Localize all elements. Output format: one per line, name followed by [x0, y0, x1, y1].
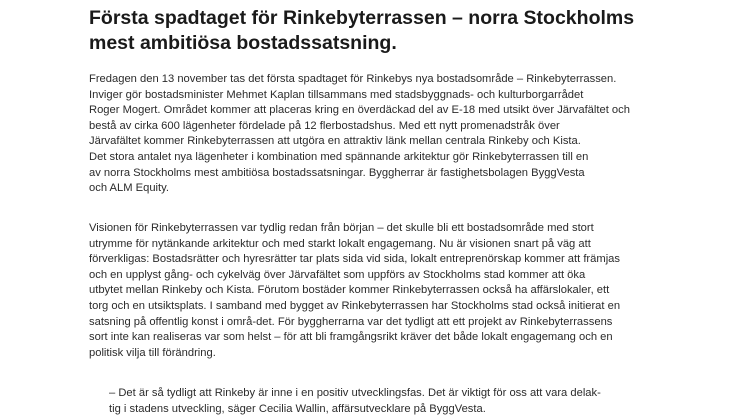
text-line: Järvafältet kommer Rinkebyterrassen att utgöra en attraktiv länk mellan centrala Rinkeby och Kista. [89, 135, 581, 148]
headline-line: mest ambitiösa bostadssatsning. [89, 32, 397, 54]
text-line: tig i stadens utveckling, säger Cecilia Wallin, affärsutvecklare på ByggVesta. [109, 402, 486, 415]
text-line: utbytet mellan Rinkeby och Kista. Förutom bostäder kommer Rinkebyterrassen också ha affärslokaler, ett [89, 284, 610, 297]
text-line: bestå av cirka 600 lägenheter fördelade på 12 flerbostadshus. Med ett nytt promenadstråk över [89, 119, 560, 132]
text-line: och ALM Equity. [89, 182, 170, 195]
text-line: utrymme för nytänkande arkitektur och med starkt lokalt engagemang. Nu är visionen snart på väg att [89, 237, 591, 250]
headline-line: Första spadtaget för Rinkebyterrassen – norra Stockholms [89, 7, 635, 29]
text-line: Inviger gör bostadsminister Mehmet Kaplan tillsammans med stadsbyggnads- och kulturborgarrådet [89, 88, 584, 101]
text-line: Det stora antalet nya lägenheter i kombination med spännande arkitektur gör Rinkebyterrassen till en [89, 150, 589, 163]
text-line: satsning på offentlig konst i områ-det. För byggherrarna var det tydligt att ett projekt av Rinkebyterrassens [89, 315, 613, 328]
text-line: Roger Mogert. Området kommer att placeras kring en överdäckad del av E-18 med utsikt över Järvafältet och [89, 104, 630, 117]
text-line: Fredagen den 13 november tas det första spadtaget för Rinkebys nya bostadsområde – Rinkebyterrassen. [89, 73, 617, 85]
text-line: Visionen för Rinkebyterrassen var tydlig redan från början – det skulle bli ett bostadsområde med stort [89, 222, 594, 234]
article-headline [89, 6, 729, 56]
vision-paragraph [89, 221, 729, 361]
quote-paragraph [89, 386, 729, 417]
text-line: förverkligas: Bostadsrätter och hyresrätter tar plats sida vid sida, lokalt entreprenörskap kommer att främjas [89, 253, 621, 266]
text-line: av norra Stockholms mest ambitiösa bostadssatsningar. Byggherrar är fastighetsbolagen ByggVesta [89, 166, 585, 179]
text-line: sort inte kan realiseras var som helst – för att bli framgångsrikt kräver det både lokalt engagemang och en [89, 331, 613, 344]
text-line: och en upplyst gång- och cykelväg över Järvafältet som uppförs av Stockholms stad kommer att öka [89, 268, 586, 281]
text-line: – Det är så tydligt att Rinkeby är inne i en positiv utvecklingsfas. Det är viktigt för oss att vara delak- [109, 387, 601, 399]
text-line: torg och en utsiktsplats. I samband med bygget av Rinkebyterrassen har Stockholms stad också initierat en [89, 299, 621, 312]
intro-paragraph [89, 72, 729, 197]
text-line: politisk vilja till förändring. [89, 346, 216, 359]
